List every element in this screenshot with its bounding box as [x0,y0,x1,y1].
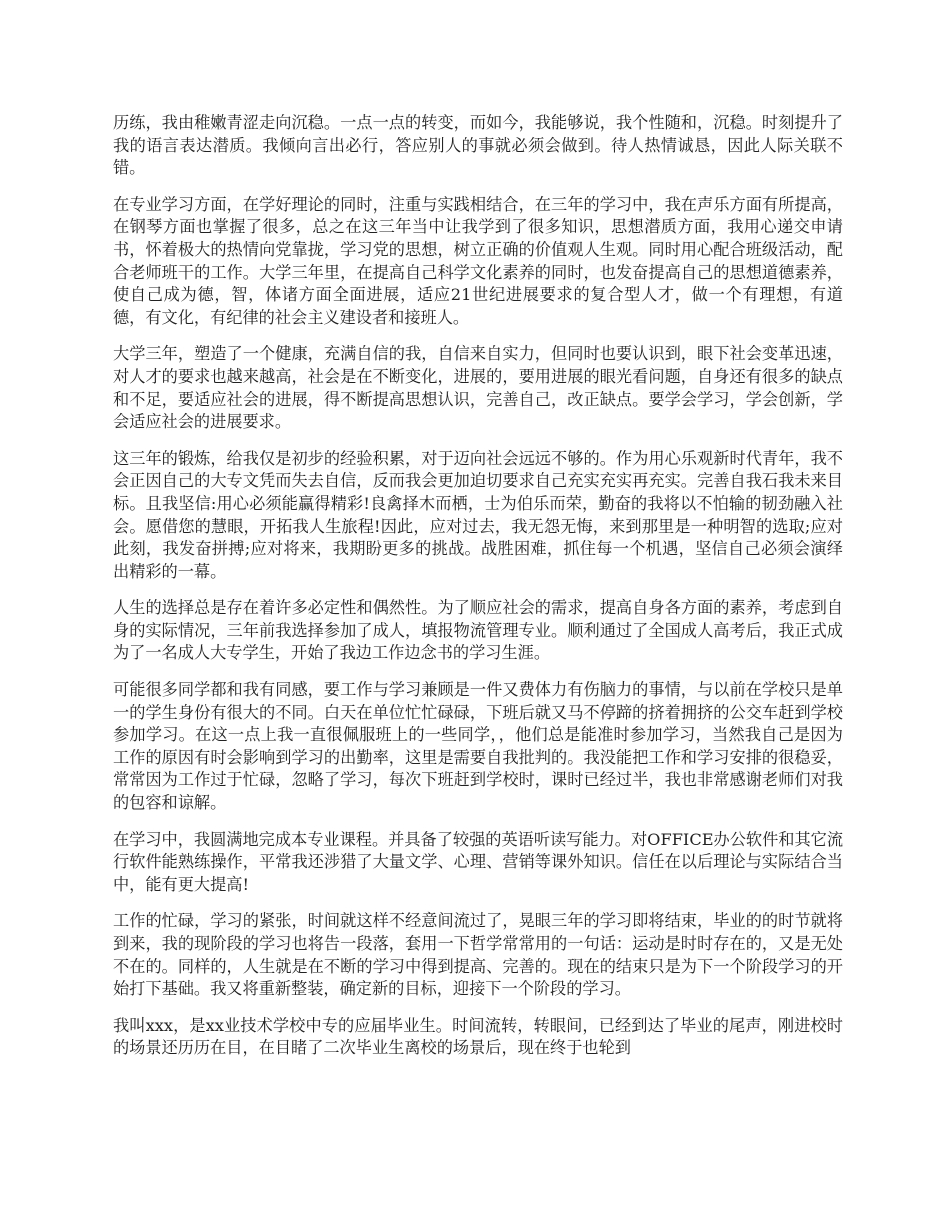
paragraph: 在专业学习方面，在学好理论的同时，注重与实践相结合，在三年的学习中，我在声乐方面有所提高，在钢琴方面也掌握了很多，总之在这三年当中让我学到了很多知识，思想潜质方面，我用心递交申请书，怀着极大的热情向党靠拢，学习党的思想，树立正确的价值观人生观。同时用心配合班级活动，配合老师班干的工作。大学三年里，在提高自己科学文化素养的同时，也发奋提高自己的思想道德素养，使自己成为德，智，体诸方面全面进展，适应21世纪进展要求的复合型人才，做一个有理想，有道德，有文化，有纪律的社会主义建设者和接班人。 [113,194,843,327]
paragraph: 工作的忙碌，学习的紧张，时间就这样不经意间流过了，晃眼三年的学习即将结束，毕业的的时节就将到来，我的现阶段的学习也将告一段落，套用一下哲学常常用的一句话：运动是时时存在的，又是无处不在的。同样的，人生就是在不断的学习中得到提高、完善的。现在的结束只是为下一个阶段学习的开始打下基础。我又将重新整装，确定新的目标，迎接下一个阶段的学习。 [113,911,843,999]
document-body [113,112,843,1074]
paragraph: 我叫xxx，是xx业技术学校中专的应届毕业生。时间流转，转眼间，已经到达了毕业的尾声，刚进校时的场景还历历在目，在目睹了二次毕业生离校的场景后，现在终于也轮到 [113,1015,843,1058]
paragraph: 可能很多同学都和我有同感，要工作与学习兼顾是一件又费体力有伤脑力的事情，与以前在学校只是单一的学生身份有很大的不同。白天在单位忙忙碌碌，下班后就又马不停蹄的挤着拥挤的公交车赶到学校参加学习。在这一点上我一直很佩服班上的一些同学，，他们总是能准时参加学习，当然我自己是因为工作的原因有时会影响到学习的出勤率，这里是需要自我批判的。我没能把工作和学习安排的很稳妥，常常因为工作过于忙碌，忽略了学习，每次下班赶到学校时，课时已经过半，我也非常感谢老师们对我的包容和谅解。 [113,680,843,813]
paragraph: 这三年的锻炼，给我仅是初步的经验积累，对于迈向社会远远不够的。作为用心乐观新时代青年，我不会正因自己的大专文凭而失去自信，反而我会更加迫切要求自己充实充实再充实。完善自我石我未来目标。且我坚信:用心必须能赢得精彩!良禽择木而栖，士为伯乐而荣，勤奋的我将以不怕输的韧劲融入社会。愿借您的慧眼，开拓我人生旅程!因此，应对过去，我无怨无悔，来到那里是一种明智的选取;应对此刻，我发奋拼搏;应对将来，我期盼更多的挑战。战胜困难，抓住每一个机遇，坚信自己必须会演绎出精彩的一幕。 [113,448,843,581]
paragraph: 大学三年，塑造了一个健康，充满自信的我，自信来自实力，但同时也要认识到，眼下社会变革迅速，对人才的要求也越来越高，社会是在不断变化，进展的，要用进展的眼光看问题，自身还有很多的缺点和不足，要适应社会的进展，得不断提高思想认识，完善自己，改正缺点。要学会学习，学会创新，学会适应社会的进展要求。 [113,344,843,432]
paragraph: 历练，我由稚嫩青涩走向沉稳。一点一点的转变，而如今，我能够说，我个性随和，沉稳。时刻提升了我的语言表达潜质。我倾向言出必行，答应别人的事就必须会做到。待人热情诚恳，因此人际关联不错。 [113,113,843,178]
paragraph: 人生的选择总是存在着许多必定性和偶然性。为了顺应社会的需求，提高自身各方面的素养，考虑到自身的实际情况，三年前我选择参加了成人，填报物流管理专业。顺利通过了全国成人高考后，我正式成为了一名成人大专学生，开始了我边工作边念书的学习生涯。 [113,598,843,663]
paragraph: 在学习中，我圆满地完成本专业课程。并具备了较强的英语听读写能力。对OFFICE办公软件和其它流行软件能熟练操作，平常我还涉猎了大量文学、心理、营销等课外知识。信任在以后理论与实际结合当中，能有更大提高! [113,829,844,894]
